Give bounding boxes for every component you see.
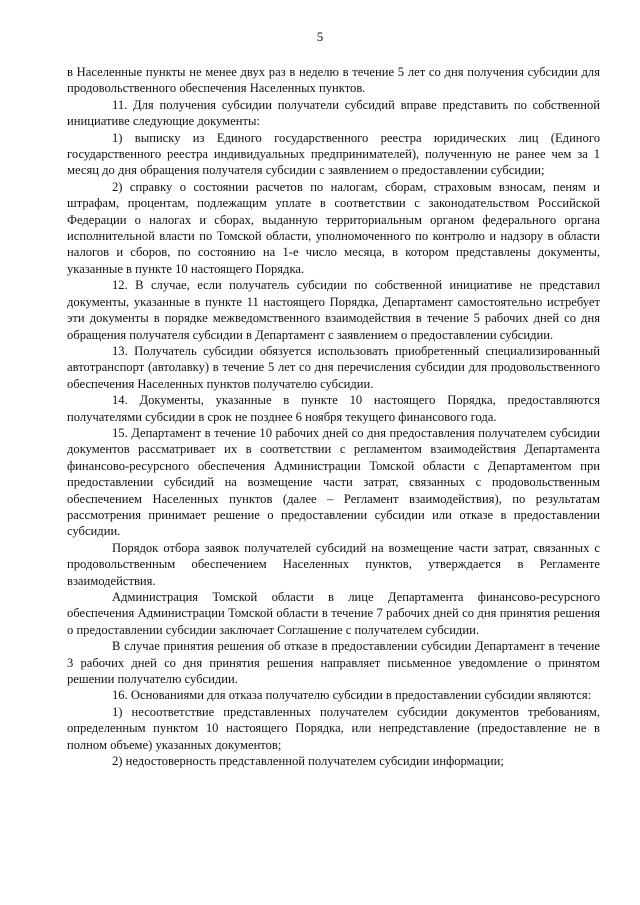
document-body [67, 64, 600, 769]
paragraph-item-16-2: 2) недостоверность представленной получателем субсидии информации; [112, 754, 504, 769]
paragraph-item-11: 11. Для получения субсидии получатели субсидий вправе представить по собственной инициативе следующие документы: [67, 97, 600, 129]
page-number: 5 [316, 29, 324, 44]
paragraph-agreement: Администрация Томской области в лице Департамента финансово-ресурсного обеспечения Администрации Томской области в течение 7 рабочих дней со дня принятия решения о предоставлении субсидии заключает Соглашение с получателем субсидии. [67, 590, 600, 637]
paragraph-continuation: в Населенные пункты не менее двух раз в неделю в течение 5 лет со дня получения субсидии для продовольственного обеспечения Населенных пунктов. [67, 65, 600, 96]
paragraph-item-15: 15. Департамент в течение 10 рабочих дней со дня предоставления получателем субсидии документов рассматривает их в соответствии с регламентом взаимодействия Департамента финансово-ресурсного обеспечения Администрации Томской области с Департаментом при предоставлении субсидий на возмещение части затрат, связанных с продовольственным обеспечением Населенных пунктов (далее – Регламент взаимодействия), по результатам рассмотрения принимает решение о предоставлении субсидии или отказе в предоставлении субсидии. [67, 425, 600, 539]
paragraph-item-16: 16. Основаниями для отказа получателю субсидии в предоставлении субсидии являются: [112, 688, 592, 703]
paragraph-item-13: 13. Получатель субсидии обязуется использовать приобретенный специализированный автотранспорт (автолавку) в течение 5 лет со дня перечисления субсидии для продовольственного обеспечения Населенных пунктов получателю субсидии. [67, 343, 600, 391]
paragraph-item-14: 14. Документы, указанные в пункте 10 настоящего Порядка, предоставляются получателями субсидии в срок не позднее 6 ноября текущего финансового года. [67, 393, 600, 424]
paragraph-refusal-notice: В случае принятия решения об отказе в предоставлении субсидии Департамент в течение 3 рабочих дней со дня принятия решения направляет письменное уведомление о принятом решении получателю субсидии. [67, 639, 600, 687]
paragraph-item-11-2: 2) справку о состоянии расчетов по налогам, сборам, страховым взносам, пеням и штрафам, процентам, подлежащим уплате в соответствии с законодательством Российской Федерации о налогах и сборах, выданную территориальным органом федерального органа исполнительной власти по Томской области, уполномоченного по контролю и надзору в области налогов и сборов, по состоянию на 1-е число месяца, в котором представлены документы, указанные в пункте 10 настоящего Порядка. [67, 179, 600, 276]
paragraph-item-16-1: 1) несоответствие представленных получателем субсидии документов требованиям, определенным пунктом 10 настоящего Порядка, или непредставление (предоставление не в полном объеме) указанных документов; [67, 704, 600, 752]
paragraph-item-11-1: 1) выписку из Единого государственного реестра юридических лиц (Единого государственного реестра индивидуальных предпринимателей), полученную не ранее чем за 1 месяц до дня обращения получателя субсидии с заявлением о предоставлении субсидии; [67, 130, 600, 178]
paragraph-item-12: 12. В случае, если получатель субсидии по собственной инициативе не представил документы, указанные в пункте 11 настоящего Порядка, Департамент самостоятельно истребует эти документы в порядке межведомственного взаимодействия в течение 5 рабочих дней со дня обращения получателя субсидии в Департамент с заявлением о предоставлении субсидии. [67, 278, 600, 342]
paragraph-selection-procedure: Порядок отбора заявок получателей субсидий на возмещение части затрат, связанных с продовольственным обеспечением Населенных пунктов, утверждается в Регламенте взаимодействия. [67, 540, 600, 588]
